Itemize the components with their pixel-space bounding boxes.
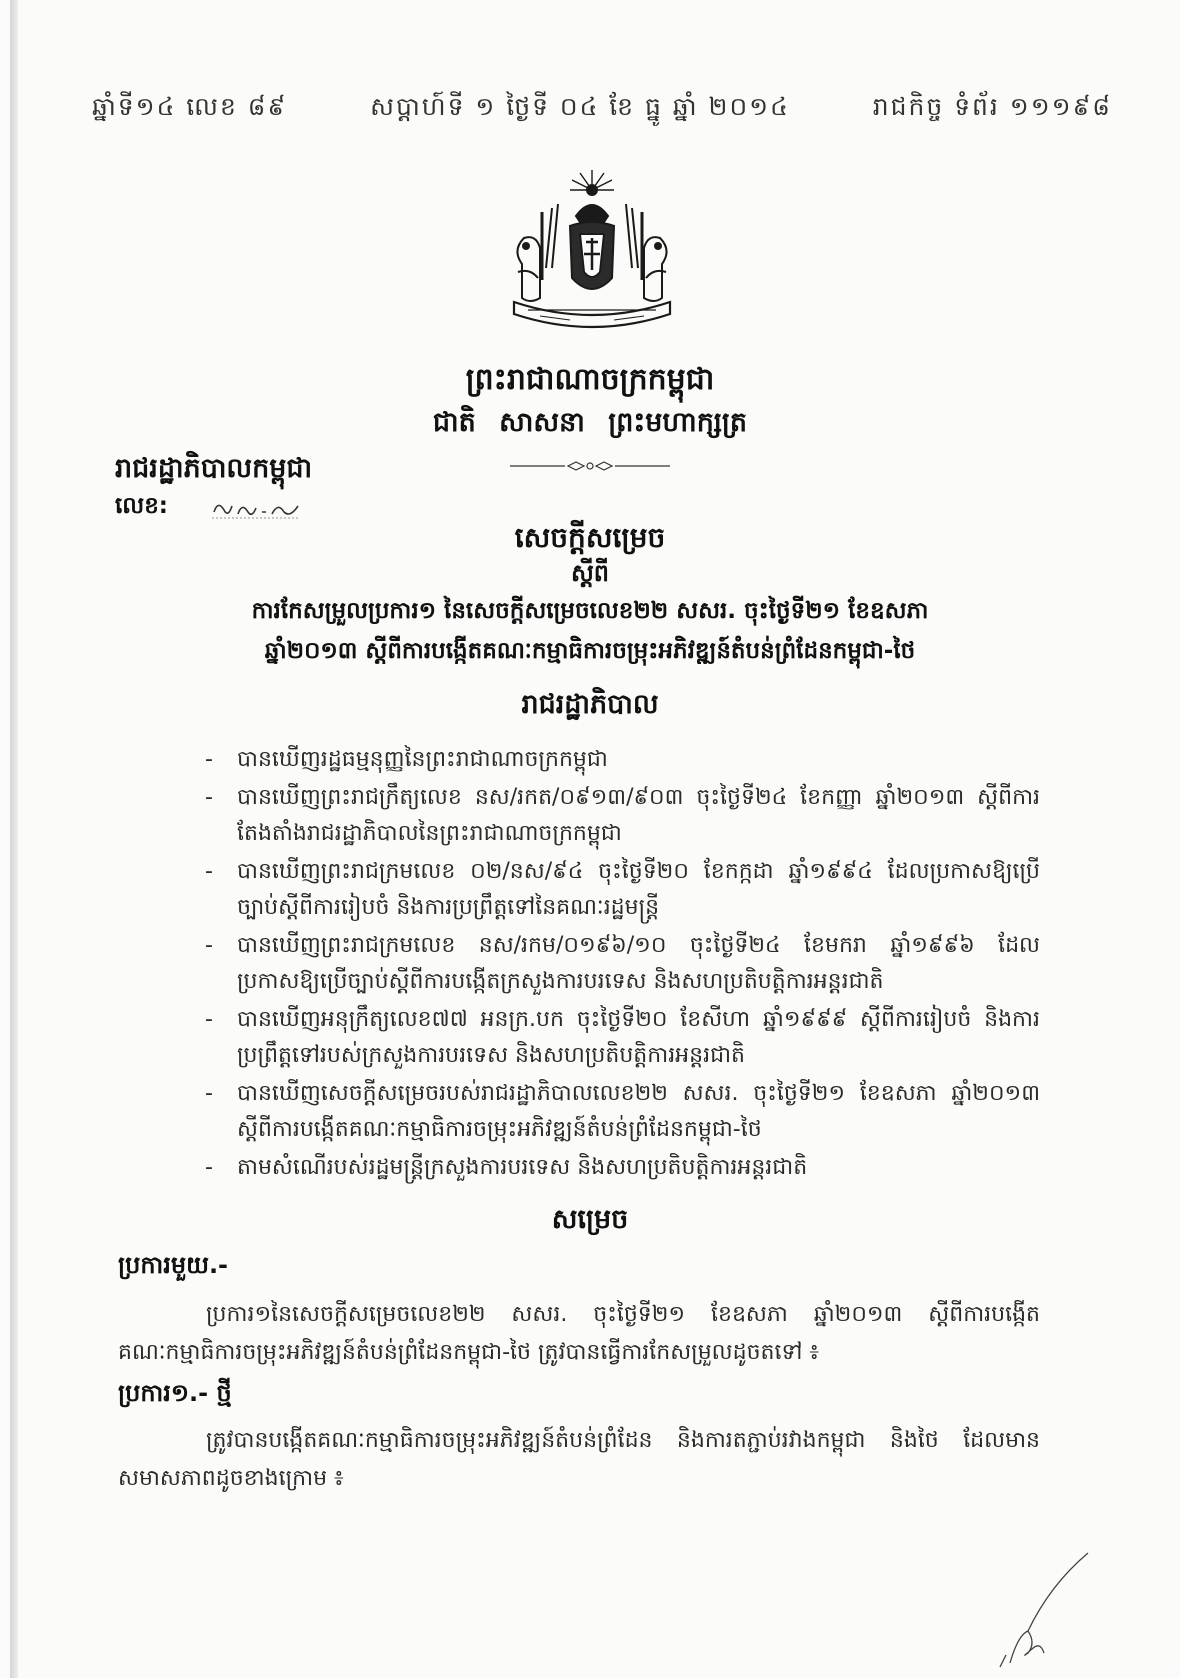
- kingdom-name: ព្រះរាជាណាចក្រកម្ពុជា: [465, 362, 715, 397]
- gazette-header: [92, 92, 1112, 128]
- ornament-divider-icon: [510, 460, 670, 472]
- header-gazette-page: រាជកិច្ច ទំព័រ ១១១៩៨: [872, 92, 1112, 121]
- consideration-text: បានឃើញរដ្ឋធម្មនុញ្ញនៃព្រះរាជាណាចក្រកម្ពុជា: [237, 747, 608, 772]
- consideration-text: បានឃើញសេចក្តីសម្រេចរបស់រាជរដ្ឋាភិបាលលេខ២២ សសរ. ចុះថ្ងៃទី២១ ខែឧសភា ឆ្នាំ២០១៣ ស្តីពីការបង្កើតគណៈកម្មាធិការចម្រុះអភិវឌ្ឍន៍តំបន់ព្រំដែនកម្ពុជា-ថៃ: [237, 1081, 1040, 1142]
- consideration-text: បានឃើញព្រះរាជក្រមលេខ ០២/នស/៩៤ ចុះថ្ងៃទី២០ ខែកក្កដា ឆ្នាំ១៩៩៤ ដែលប្រកាសឱ្យប្រើច្បាប់ស្តីពីការរៀបចំ និងការប្រព្រឹត្តទៅនៃគណៈរដ្ឋមន្ត្រី: [237, 859, 1040, 920]
- subject-line-1: ការកែសម្រួលប្រការ១ នៃសេចក្តីសម្រេចលេខ២២ សសរ. ចុះថ្ងៃទី២១ ខែឧសភា: [251, 598, 929, 624]
- header-year-issue: ឆ្នាំទី១៤ លេខ ៨៩: [92, 92, 288, 121]
- government-heading: រាជរដ្ឋាភិបាល: [521, 689, 659, 720]
- signature-initial-icon: [980, 1545, 1090, 1670]
- national-motto: ជាតិ សាសនា ព្រះមហាក្សត្រ: [432, 407, 748, 438]
- about-label: ស្តីពី: [570, 559, 610, 587]
- list-item: - បានឃើញព្រះរាជក្រឹត្យលេខ នស/រកត/០៩១៣/៩០៣ ចុះថ្ងៃទី២៤ ខែកញ្ញា ឆ្នាំ២០១៣ ស្តីពីការតែងតាំងរាជរដ្ឋាភិបាលនៃព្រះរាជាណាចក្រកម្ពុជា: [205, 785, 1040, 846]
- subject-line-2: ឆ្នាំ២០១៣ ស្តីពីការបង្កើតគណៈកម្មាធិការចម្រុះអភិវឌ្ឍន៍តំបន់ព្រំដែនកម្ពុជា-ថៃ: [264, 638, 916, 664]
- document-title: សេចក្តីសម្រេច: [514, 521, 666, 554]
- decides-heading: សម្រេច: [551, 1204, 629, 1235]
- article-one-text: ប្រការ១នៃសេចក្តីសម្រេចលេខ២២ សសរ. ចុះថ្ងៃទី២១ ខែឧសភា ឆ្នាំ២០១៣ ស្តីពីការបង្កើតគណៈកម្មាធិការចម្រុះអភិវឌ្ឍន៍តំបន់ព្រំដែនកម្ពុជា-ថៃ ត្រូវបានធ្វើការកែសម្រួលដូចតទៅ ៖: [118, 1302, 1040, 1365]
- considerations-list: [205, 742, 1040, 1188]
- scan-edge-shadow: [10, 0, 18, 1678]
- reference-prefix: លេខ:: [115, 493, 168, 519]
- article-new-heading: ប្រការ១.- ថ្មី: [118, 1379, 232, 1407]
- consideration-text: បានឃើញព្រះរាជក្រមលេខ នស/រកម/០១៩៦/១០ ចុះថ្ងៃទី២៤ ខែមករា ឆ្នាំ១៩៩៦ ដែលប្រកាសឱ្យប្រើច្បាប់ស្តីពីការបង្កើតក្រសួងការបរទេស និងសហប្រតិបត្តិការអន្តរជាតិ: [237, 933, 1040, 994]
- list-item: - បានឃើញរដ្ឋធម្មនុញ្ញនៃព្រះរាជាណាចក្រកម្ពុជា: [205, 747, 608, 772]
- article-new-text: ត្រូវបានបង្កើតគណៈកម្មាធិការចម្រុះអភិវឌ្ឍន៍តំបន់ព្រំដែន និងការតភ្ជាប់រវាងកម្ពុជា និងថៃ ដែលមានសមាសភាពដូចខាងក្រោម ៖: [118, 1428, 1040, 1491]
- list-item: - បានឃើញអនុក្រឹត្យលេខ៧៧ អនក្រ.បក ចុះថ្ងៃទី២០ ខែសីហា ឆ្នាំ១៩៩៩ ស្តីពីការរៀបចំ និងការប្រព្រឹត្តទៅរបស់ក្រសួងការបរទេស និងសហប្រតិបត្តិការអន្តរជាតិ: [205, 1007, 1040, 1068]
- handwritten-reference-number: [212, 496, 300, 520]
- list-item: - បានឃើញព្រះរាជក្រមលេខ នស/រកម/០១៩៦/១០ ចុះថ្ងៃទី២៤ ខែមករា ឆ្នាំ១៩៩៦ ដែលប្រកាសឱ្យប្រើច្បាប់ស្តីពីការបង្កើតក្រសួងការបរទេស និងសហប្រតិបត្តិការអន្តរជាតិ: [205, 933, 1040, 994]
- royal-coat-of-arms-icon: [500, 168, 685, 343]
- issuing-authority: រាជរដ្ឋាភិបាលកម្ពុជា: [115, 453, 313, 484]
- list-item: - បានឃើញសេចក្តីសម្រេចរបស់រាជរដ្ឋាភិបាលលេខ២២ សសរ. ចុះថ្ងៃទី២១ ខែឧសភា ឆ្នាំ២០១៣ ស្តីពីការបង្កើតគណៈកម្មាធិការចម្រុះអភិវឌ្ឍន៍តំបន់ព្រំដែនកម្ពុជា-ថៃ: [205, 1081, 1040, 1142]
- consideration-text: បានឃើញព្រះរាជក្រឹត្យលេខ នស/រកត/០៩១៣/៩០៣ ចុះថ្ងៃទី២៤ ខែកញ្ញា ឆ្នាំ២០១៣ ស្តីពីការតែងតាំងរាជរដ្ឋាភិបាលនៃព្រះរាជាណាចក្រកម្ពុជា: [237, 785, 1040, 846]
- consideration-text: បានឃើញអនុក្រឹត្យលេខ៧៧ អនក្រ.បក ចុះថ្ងៃទី២០ ខែសីហា ឆ្នាំ១៩៩៩ ស្តីពីការរៀបចំ និងការប្រព្រឹត្តទៅរបស់ក្រសួងការបរទេស និងសហប្រតិបត្តិការអន្តរជាតិ: [237, 1007, 1040, 1068]
- list-item: - បានឃើញព្រះរាជក្រមលេខ ០២/នស/៩៤ ចុះថ្ងៃទី២០ ខែកក្កដា ឆ្នាំ១៩៩៤ ដែលប្រកាសឱ្យប្រើច្បាប់ស្តីពីការរៀបចំ និងការប្រព្រឹត្តទៅនៃគណៈរដ្ឋមន្ត្រី: [205, 859, 1040, 920]
- list-item: - តាមសំណើរបស់រដ្ឋមន្ត្រីក្រសួងការបរទេស និងសហប្រតិបត្តិការអន្តរជាតិ: [205, 1155, 808, 1180]
- article-one-heading: ប្រការមួយ.-: [118, 1251, 229, 1279]
- consideration-text: តាមសំណើរបស់រដ្ឋមន្ត្រីក្រសួងការបរទេស និងសហប្រតិបត្តិការអន្តរជាតិ: [237, 1155, 808, 1180]
- header-week-date: សប្តាហ៍ទី ១ ថ្ងៃទី ០៤ ខែ ធ្នូ ឆ្នាំ ២០១៤: [370, 92, 790, 121]
